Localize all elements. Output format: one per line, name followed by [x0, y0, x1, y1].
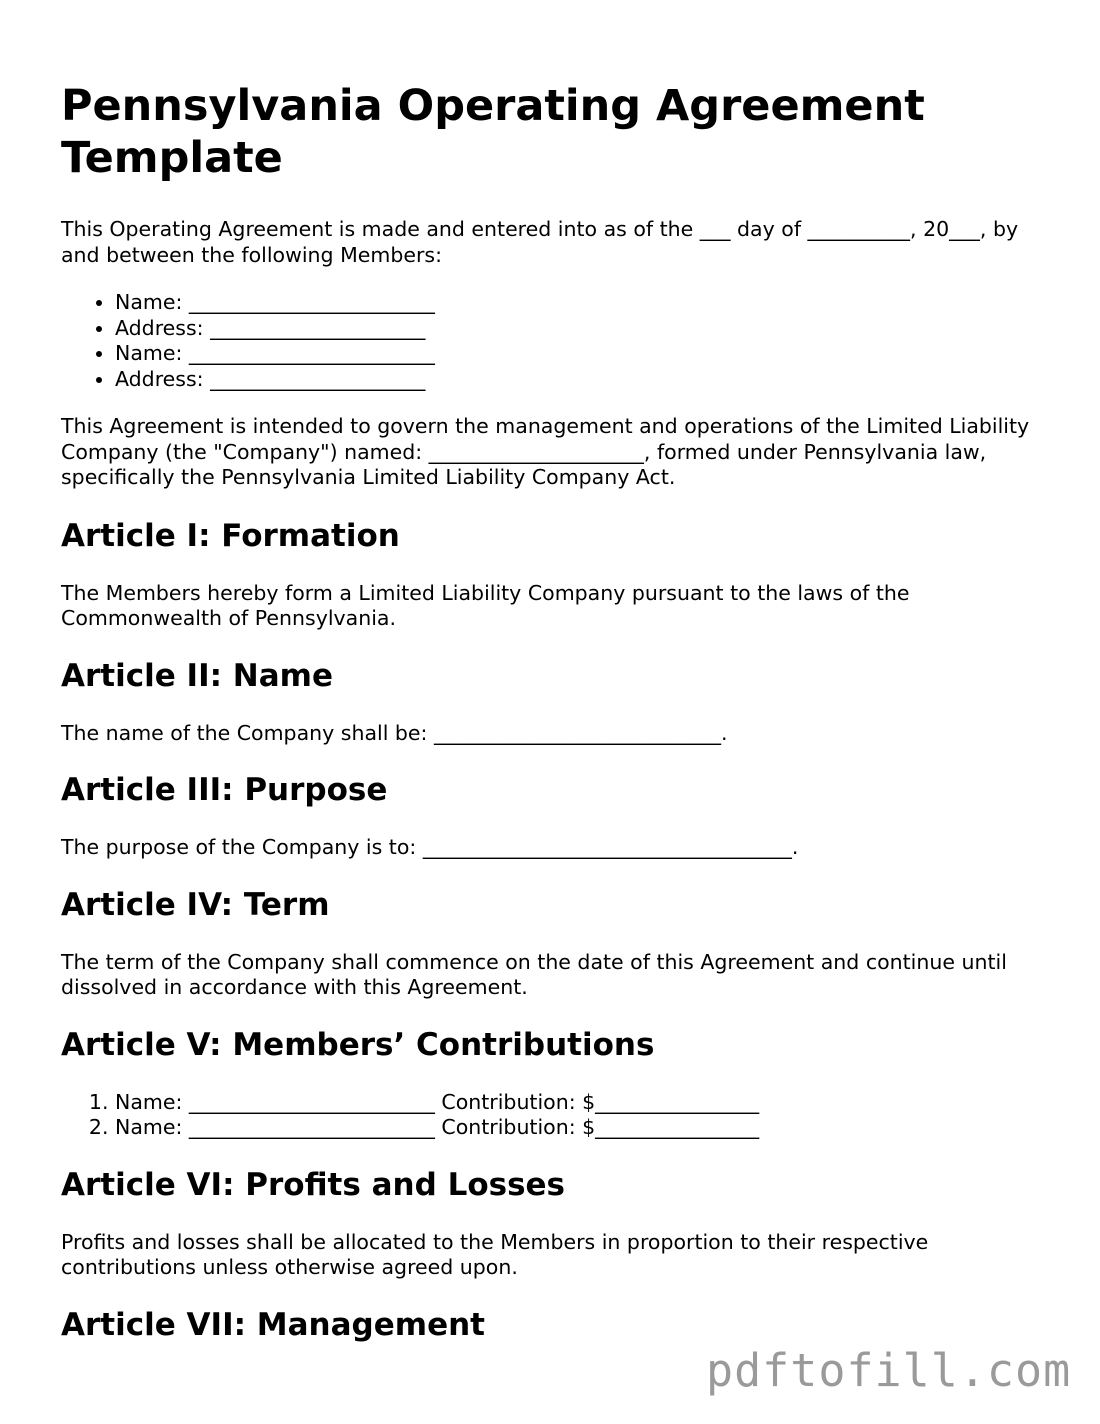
contributions-list [61, 1090, 1051, 1141]
document-page [61, 72, 1051, 1344]
member-address-field-1: • Address: _____________________ [115, 316, 1051, 342]
article-formation-heading: Article I: Formation [61, 517, 400, 554]
article-management-heading: Article VII: Management [61, 1306, 485, 1343]
member-address-field-2: • Address: _____________________ [115, 367, 1051, 393]
contribution-item-1: 1. Name: ________________________ Contribution: $________________ [115, 1090, 1051, 1116]
article-profits-heading: Article VI: Profits and Losses [61, 1166, 566, 1203]
article-purpose-text: The purpose of the Company is to: ____________________________________. [61, 835, 799, 859]
article-contributions-heading: Article V: Members’ Contributions [61, 1026, 655, 1063]
article-profits-text: Profits and losses shall be allocated to the Members in proportion to their respective contributions unless otherwise agreed upon. [61, 1229, 929, 1279]
member-name-field-1: • Name: ________________________ [115, 290, 1051, 316]
contribution-item-2: 2. Name: ________________________ Contribution: $________________ [115, 1115, 1051, 1141]
article-name-text: The name of the Company shall be: ____________________________. [61, 720, 728, 745]
article-term-text: The term of the Company shall commence on the date of this Agreement and continue until dissolved in accordance with this Agreement. [61, 949, 1007, 999]
article-name-heading: Article II: Name [61, 657, 333, 694]
watermark-logo: pdftofill.com [706, 1344, 1072, 1397]
member-name-field-2: • Name: ________________________ [115, 341, 1051, 367]
intent-paragraph: This Agreement is intended to govern the management and operations of the Limited Liability Company (the "Company") named: _____________________, formed under Pennsylvania law, specifically the Pennsylvania Limited Liability Company Act. [61, 414, 1030, 489]
article-purpose-heading: Article III: Purpose [61, 772, 388, 808]
members-list [61, 290, 1051, 392]
intro-paragraph: This Operating Agreement is made and entered into as of the ___ day of __________, 20___, by and between the following Members: [61, 217, 1019, 267]
document-title: Pennsylvania Operating Agreement Template [61, 81, 925, 183]
article-formation-text: The Members hereby form a Limited Liability Company pursuant to the laws of the Commonwealth of Pennsylvania. [61, 580, 910, 630]
article-term-heading: Article IV: Term [61, 886, 330, 923]
